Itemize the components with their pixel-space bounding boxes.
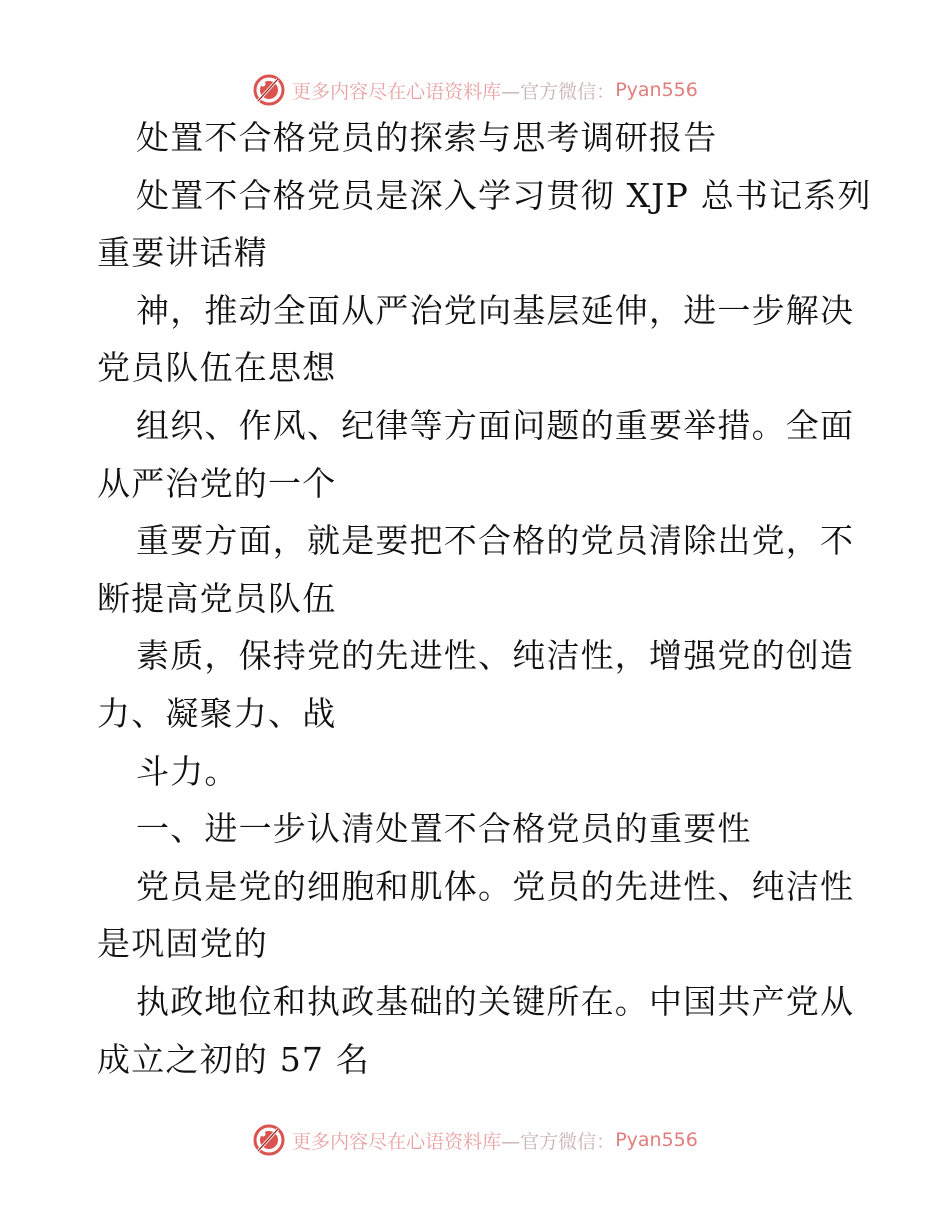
watermark-separator-text: —官方微信： — [501, 80, 616, 103]
paragraph-line: 处置不合格党员是深入学习贯彻 XJP 总书记系列 — [136, 175, 872, 215]
quill-logo-icon — [252, 1123, 286, 1157]
paragraph-line: 成立之初的 57 名 — [97, 1039, 370, 1079]
header-watermark — [0, 70, 950, 110]
watermark-separator-text: —官方微信： — [501, 1130, 616, 1153]
document-body — [97, 118, 872, 1097]
paragraph-line: 重要方面，就是要把不合格的党员清除出党，不 — [136, 521, 855, 561]
doc-title: 处置不合格党员的探索与思考调研报告 — [136, 118, 718, 157]
watermark-id-text: Pyan556 — [615, 1129, 698, 1151]
paragraph-line: 断提高党员队伍 — [97, 578, 337, 618]
paragraph-line: 是巩固党的 — [97, 924, 268, 964]
paragraph-line: 执政地位和执政基础的关键所在。中国共产党从 — [136, 981, 855, 1021]
paragraph-line: 党员是党的细胞和肌体。党员的先进性、纯洁性 — [136, 866, 855, 906]
watermark-main-text: 更多内容尽在心语资料库 — [292, 1130, 502, 1153]
footer-watermark — [0, 1120, 950, 1160]
watermark-main-text: 更多内容尽在心语资料库 — [292, 80, 502, 103]
section-heading: 一、进一步认清处置不合格党员的重要性 — [136, 809, 752, 849]
paragraph-line: 从严治党的一个 — [97, 463, 337, 503]
paragraph-line: 党员队伍在思想 — [97, 348, 337, 388]
paragraph-line: 斗力。 — [136, 751, 239, 791]
quill-logo-icon — [252, 73, 286, 107]
paragraph-line: 组织、作风、纪律等方面问题的重要举措。全面 — [136, 405, 855, 445]
paragraph-line: 力、凝聚力、战 — [97, 693, 337, 733]
watermark-id-text: Pyan556 — [615, 79, 698, 101]
paragraph-line: 神，推动全面从严治党向基层延伸，进一步解决 — [136, 290, 855, 330]
paragraph-line: 素质，保持党的先进性、纯洁性，增强党的创造 — [136, 636, 855, 676]
paragraph-line: 重要讲话精 — [97, 233, 268, 273]
